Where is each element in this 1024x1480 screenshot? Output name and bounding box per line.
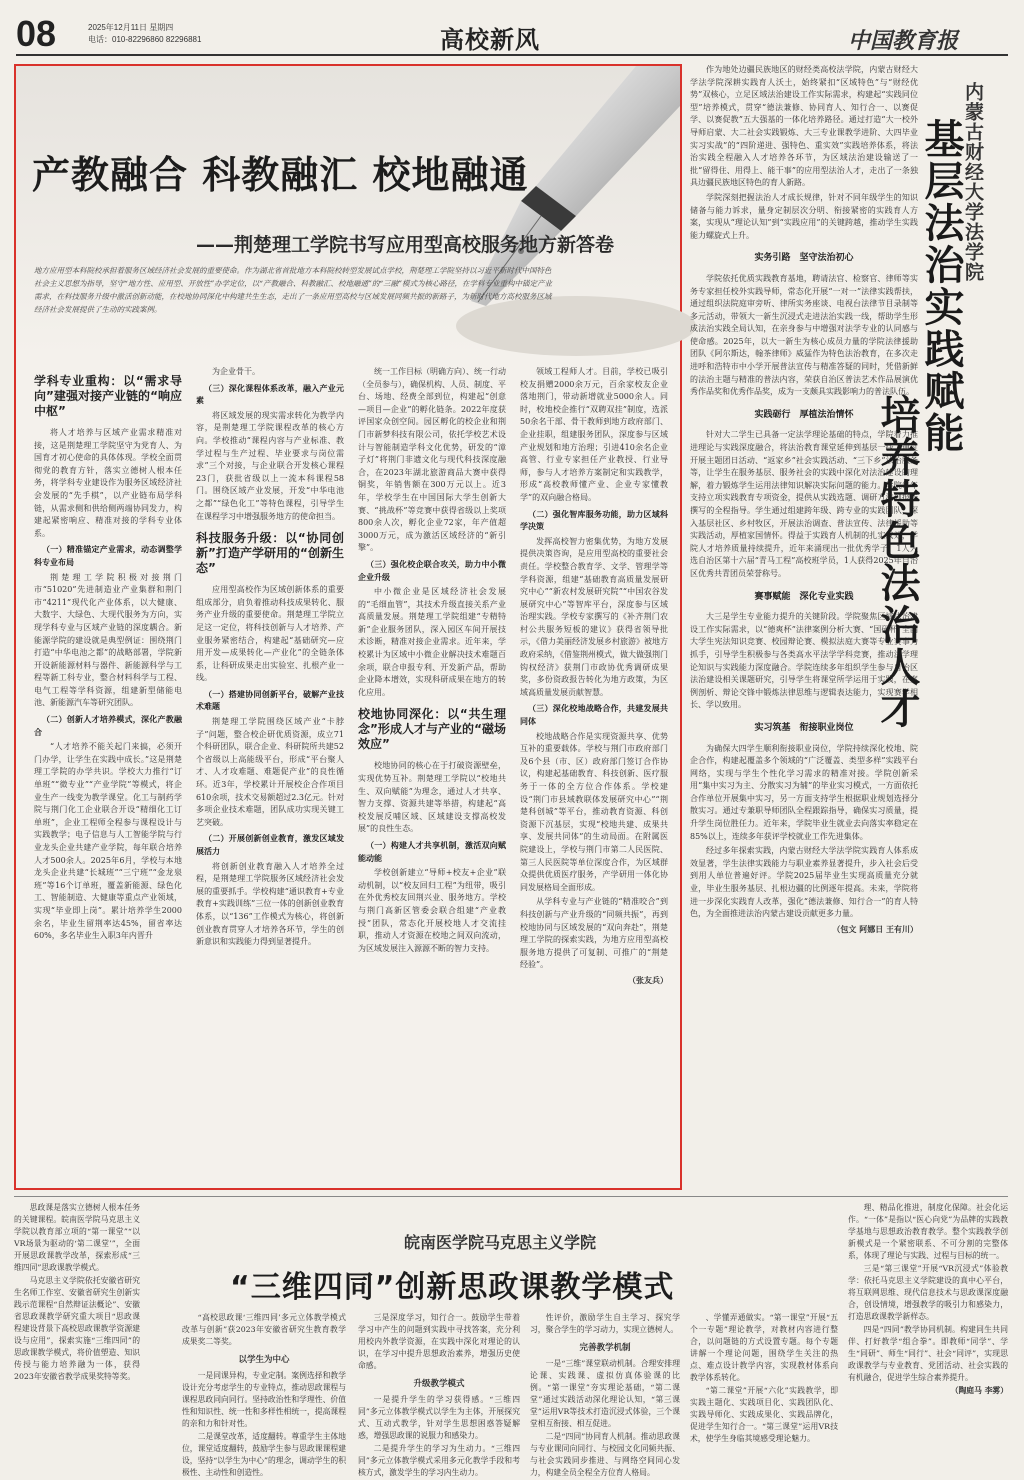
paragraph: 校地协同的核心在于打破资源壁垒，实现优势互补。荆楚理工学院以“校地共生、双向赋能”为理念，通过人才共享、智力支撑、资源共建等举措，构建起“高校发展反哺区域、区域建设支撑高校发展”的良性生态。: [358, 761, 506, 834]
bottom-column-d: [690, 1312, 838, 1472]
subheading: （一）精准锚定产业需求，动态调整学科专业布局: [34, 545, 182, 567]
paragraph: 二是提升学生的学习为生动力。“三维四同”多元立体教学模式采用多元化教学手段和考核方式，激发学生的学习内生动力。: [358, 1444, 520, 1477]
section-divider: [14, 1196, 1008, 1197]
subheading: 升级教学模式: [413, 1379, 465, 1389]
subheading: （三）深化校地战略合作，共建发展共同体: [520, 704, 668, 727]
subheading: （二）创新人才培养模式，深化产教融合: [34, 715, 182, 737]
feature-column-3: [358, 366, 506, 1178]
paragraph: “人才培养不能关起门来搞，必须开门办学，让学生在实践中成长。”这是荆楚理工学院的办学共识。学校大力推行“订单班”“微专业”“产业学院”等模式，将企业生产一线变为教学课堂。化工与制药学院与荆门化工企业联合开设“精细化工订单班”，企业工程师全程参与课程设计与实践教学；电子信息与人工智能学院与行业龙头企业共建产业学院，每年联合培养人才500余人。2025年6月，学校与本地龙头企业共建“长城班”“三宁班”“金龙泉班”等16个订单班，覆盖新能源、绿色化工、智能制造、大健康等重点产业领域，实现“毕业即上岗”。累计培养学生2000余名，毕业生留荆率达45%，留省率达60%，多名毕业生入职3年内晋升: [34, 742, 182, 941]
subheading: 实习筑基 衔接职业岗位: [754, 722, 854, 733]
paragraph: 为企业骨干。: [212, 367, 260, 376]
issue-info: [88, 22, 201, 46]
paragraph: 将创新创业教育融入人才培养全过程，是荆楚理工学院服务区域经济社会发展的重要抓手。学校构建“通识教育+专业教育+实践训练”三位一体的创新创业教育体系，以“136”工作模式为核心，将创新创业教育贯穿人才培养各环节，学生的创新意识和实践能力得到显著提升。: [196, 861, 344, 947]
page-header: [0, 0, 1024, 56]
page-number: 08: [16, 13, 57, 54]
paragraph: 中小微企业是区域经济社会发展的“毛细血管”，其技术升级直接关系产业高质量发展。荆楚理工学院组建“专精特新”企业服务团队，深入园区车间开展技术诊断，精准对接企业需求。近年来，学校累计为区域中小微企业解决技术难题百余项，联合申报专利、开发新产品，帮助企业降本增效，实现科研成果在地方的转化应用。: [358, 587, 506, 697]
paragraph: 二是课堂改革，适度翻转。尊重学生主体地位，课堂适度翻转，鼓励学生参与思政课课程建设，坚持“以学生为中心”的理念，调动学生的积极性、主动性和创造性。: [182, 1432, 346, 1477]
paragraph: 应用型高校作为区域创新体系的重要组成部分，肩负着推动科技成果转化、服务产业升级的重要使命。荆楚理工学院立足这一定位，将科技创新与人才培养、产业服务紧密结合，构建起“基础研究—应用开发—成果转化—产业化”的全链条体系，让科研成果走出实验室、扎根产业一线。: [196, 585, 344, 683]
paragraph: 一是同课异构，专业定制。案例选择和教学设计充分考虑学生的专业特点，推动思政课程与课程思政同向同行。坚持政治性和学理性、价值性和知识性、统一性和多样性相统一，提高课程的亲和力和针对性。: [182, 1371, 346, 1428]
feature-title: 产教融合 科教融汇 校地融通: [32, 153, 529, 197]
subheading: 以学生为中心: [238, 1355, 290, 1365]
right-article-title-2: [874, 394, 920, 814]
paragraph: 发挥高校智力密集优势，为地方发展提供决策咨询，是应用型高校的重要社会责任。学校整合教育学、文学、管理学等学科资源，组建“基础教育高质量发展研究中心”“新农村发展研究院”“中国农谷发展研究中心”等智库平台，深度参与区域治理实践。学校专家撰写的《补齐荆门农村公共服务短板的建议》获得省领导批示，《借力美丽经济发展乡村旅游》被地方政府采纳，《借鉴荆州模式，做大做强荆门钩权经济》获荆门市政协优秀调研成果奖，多份资政报告转化为地方政策，为区域高质量发展贡献智慧。: [520, 536, 668, 697]
paragraph: 大三是学生专业能力提升的关键阶段。学院聚焦区域法治建设工作实际需求，以“德爽杯”法律案例分析大赛、“国研杯”全国大学生宪法知识竞赛、校园辩论赛、模拟法庭大赛等专业赛事为抓手，引导学生积极参与各类高水平法学学科竞赛，推动法学理论知识与实践能力深度融合。学院连续多年组织学生参与自治区法治建设相关课题研究，引导学生将课堂所学运用于实践，在案例剖析、辩论交锋中锻炼法律思维与逻辑表达能力，实现赛学相长、学以致用。: [690, 612, 918, 710]
paragraph: 学院深刻把握法治人才成长规律，针对不同年级学生的知识储备与能力诉求，量身定制层次分明、衔接紧密的实践育人方案，实现从“理论认知”到“实践应用”的关键跨越，推动学生实践能力螺旋式上升。: [690, 192, 918, 240]
subheading: 完善教学机制: [579, 1343, 631, 1353]
subheading: （一）构建人才共享机制，激活双向赋能动能: [358, 841, 506, 863]
paragraph: 性评价，激励学生自主学习、探究学习，聚合学生的学习动力，实现立德树人。: [530, 1313, 680, 1334]
subheading: （三）深化课程体系改革，融入产业元素: [196, 383, 344, 406]
subheading: 校地协同深化：以“共生理念”形成人才与产业的“磁场效应”: [358, 707, 506, 752]
paragraph: “第二课堂”开展“六化”实践教学，即实践主题化、实践项目化、实践团队化、实践导师化、实践成果化、实践品牌化，促进学生知行合一。“第三课堂”运用VR技术，使学生身临其境感受理论魅力。: [690, 1386, 838, 1443]
byline: （张友兵）: [628, 974, 668, 985]
paragraph: 、学懂弄通做实。“第一课堂”开展“五个一专题”理论教学，对教材内容进行整合，以问题链的方式设置专题。每个专题讲解一个理论问题，围绕学生关注的热点、难点设计教学内容，实现教材体系向教学体系转化。: [690, 1313, 838, 1382]
feature-column-2: [196, 366, 344, 1178]
bottom-article-school: 皖南医学院马克思主义学院: [404, 1233, 597, 1252]
header-rule: [16, 54, 1008, 56]
paragraph: 将区域发展的现实需求转化为教学内容，是荆楚理工学院课程改革的核心方向。学校推动“课程内容与产业标准、教学过程与生产过程、毕业要求与岗位需求”三个对接，与企业联合开发核心课程23门，获批省级以上一流本科课程58门。围绕区域产业发展，开发“中华电池之都”“绿色化工”等特色课程，引导学生在课程学习中增强服务地方的使命担当。: [196, 410, 344, 521]
subheading: 实务引路 坚守法治初心: [754, 253, 854, 264]
feature-hero: [16, 66, 680, 356]
paragraph: 作为地处边疆民族地区的财经类高校法学院，内蒙古财经大学法学院深耕实践育人沃土，始终紧扣“区域特色”与“财经优势”双核心，立足区域法治建设工作实际需求，构建起“实践同位型”培养模式，贯穿“德法兼修、协同育人、知行合一、以赛促学、以赛促教”五大强基的一体化培养路径。通过打造“大一校外导师启蒙、大二社会实践锻炼、大三专业课教学进阶、大四毕业实习实战”的“四阶递进、强特色、重实效”实践培养体系，将法治实践全程融入人才培养各环节，为区域法治建设输送了一批“留得住、用得上、能干事”的应用型法治人才，走出了一条独具边疆民族地区特色的育人新路。: [690, 65, 918, 188]
paragraph: 荆楚理工学院围绕区域产业“卡脖子”问题，整合校企研优质资源，成立71个科研团队，联合企业、科研院所共建52个省级以上高能级平台，形成“平台聚人才、人才攻难题、难题促产业”的良性循环。近3年，学校累计开展校企合作项目610余项，技术交易额超过2.3亿元。针对多项企业技术难题，团队成功实现关键工艺突破。: [196, 717, 344, 827]
subheading: （一）搭建协同创新平台，破解产业技术难题: [196, 689, 344, 712]
feature-article: [14, 64, 682, 1190]
paragraph: 二是“四同”协同育人机制。推动思政课与专业课同向同行、与校园文化同频共振、与社会实践同步推进、与网络空间同心发力，构建全员全程全方位育人格局。: [530, 1432, 680, 1477]
feature-lede: 地方应用型本科院校承担着服务区域经济社会发展的重要使命。作为湖北省首批地方本科院校转型发展试点学校，荆楚理工学院坚持以习近平新时代中国特色社会主义思想为指导，坚守“地方性、应用型、开放性”办学定位，以“产教融合、科教融汇、校地融通”的“三融”模式为核心路径，在学科专业重构中锚定产业需求，在科技服务升级中激活创新动能，在校地协同深化中构建共生生态，走出了一条应用型高校与区域发展同频共振的新路子，为新时代地方高校服务区域经济社会发展提供了生动的实践案例。: [34, 266, 553, 314]
feature-body: [34, 366, 674, 1178]
subheading: 赛事赋能 深化专业实践: [754, 591, 854, 602]
bottom-column-c: [530, 1312, 680, 1477]
paragraph: 学校创新建立“导师+校友+企业”联动机制，以“校友回归工程”为纽带，吸引在外优秀校友回荆兴业、服务地方。学校与荆门高新区管委会联合组建“产业教授”团队，常态化开展校地人才交流挂职，推动人才资源在校地之间双向流动，为区域发展注入源源不断的智力支持。: [358, 868, 506, 953]
right-title-line-2: 培养特色法治人才: [874, 394, 920, 730]
paragraph: 四是“四同”教学协同机制。构建同生共同伴、打好教学“组合拳”。即教师“同学”、学生“同研”、师生“同行”、社会“同评”，实现思政课教学与专业教育、党团活动、社会实践的有机融合，促进学生综合素养提升。: [848, 1325, 1008, 1382]
issue-date: 2025年12月11日 星期四: [88, 23, 174, 32]
paragraph: 为确保大四学生顺利衔接职业岗位，学院持续深化校地、院企合作，构建起覆盖多个领域的“广泛覆盖、类型多样”实践平台网络，实现与学生个性化学习需求的精准对接。学院创新采用“集中实习为主、分散实习为辅”的毕业实习模式，一方面依托合作单位开展集中实习，另一方面支持学生根据职业规划选择分散实习。通过专兼职导师团队全程跟踪指导，确保实习质量，提升学生岗位胜任力。近年来，学院毕业生就业去向落实率稳定在85%以上，连续多年获评学校就业工作先进集体。: [690, 743, 918, 841]
subheading: 实践砺行 厚植法治情怀: [754, 409, 854, 420]
feature-subtitle: ——荆楚理工学院书写应用型高校服务地方新答卷: [196, 234, 615, 256]
bottom-column-b: [358, 1312, 520, 1477]
subheading: （三）强化校企联合攻关，助力中小微企业升级: [358, 559, 506, 582]
paragraph: 马克思主义学院依托安徽省研究生名师工作室、安徽省研究生创新实践示范课程“自然辩证法概论”、安徽省思政课教学研究重大项目“思政课程建设背景下高校思政课教学资源建设与应用”，探索实施“三维四同”的思政课教学模式，将价值塑造、知识传授与能力培养融为一体，获得2023年安徽省教学成果奖特等奖。: [14, 1276, 140, 1381]
byline: （陶庭马 李雾）: [950, 1386, 1008, 1395]
paragraph: 三是“第三课堂”开展“VR沉浸式”体验教学：依托马克思主义学院建设的真中心平台，将互联网思维、现代信息技术与思政课深度融合，创设情境，增强教学的吸引力和感染力，打造思政课教学新样态。: [848, 1264, 1008, 1321]
paragraph: 一是提升学生的学习获得感。“三维四同”多元立体教学模式以学生为主体，开展探究式、互动式教学，针对学生思想困惑答疑解惑，增强思政课的说服力和感染力。: [358, 1395, 520, 1440]
paragraph: 三是深度学习，知行合一。鼓励学生带着学习中产生的问题到实践中寻找答案，充分利用校内外教学资源，在实践中深化对理论的认识，在学习中提升思想政治素养，增强历史使命感。: [358, 1313, 520, 1370]
issue-phone: 电话：010-82296860 82296881: [88, 35, 202, 44]
paragraph: 针对大二学生已具备一定法学理论基础的特点，学院着力推进理论与实践深度融合，将法治教育课堂延伸到基层一线。通过开展主题团日活动、“返家乡”社会实践活动、“三下乡”法治服务等，让学生在服务基层、服务社会的实践中深化对法治建设的理解，着力锻炼学生运用法律知识解决实际问题的能力。学院每年支持立项实践教育专项资金，提供从实践选题、调研方法到报告撰写的全程指导。学生通过组建跨年级、跨专业的实践团队，深入基层社区、乡村牧区，开展法治调查、普法宣传、法律援助等实践活动，厚植家国情怀。得益于实践育人机制的扎实成效，学院人才培养质量持续提升，近年来涌现出一批优秀学子，1人入选自治区第十六届“青马工程”高校班学员，1人获得2025年自治区优秀共青团员荣誉称号。: [690, 430, 918, 578]
right-title-line-1: 基层法治实践赋能: [918, 118, 964, 454]
paragraph: 从学科专业与产业链的“精准咬合”到科技创新与产业升级的“同频共振”，再到校地协同与区域发展的“双向奔赴”，荆楚理工学院的探索实践，为地方应用型高校服务地方提供了可复制、可推广的“荆楚经验”。: [520, 897, 668, 970]
feature-column-4: [520, 366, 668, 1178]
paragraph: 将人才培养与区域产业需求精准对接，这是荆楚理工学院坚守为党育人、为国育才初心使命的具体体现。学校全面贯彻党的教育方针，落实立德树人根本任务，将学科专业建设作为服务区域经济社会发展的“先手棋”，以产业链布局学科链，从需求侧和供给侧两端协同发力，构建起紧密响应、精准对接的学科专业体系。: [34, 428, 182, 538]
newspaper-logo: 中国教育报: [848, 28, 959, 54]
bottom-article-title: “三维四同”创新思政课教学模式: [230, 1270, 675, 1305]
subheading: （二）开展创新创业教育，激发区域发展活力: [196, 834, 344, 856]
bottom-column-left: [14, 1202, 140, 1472]
bottom-column-right: [848, 1202, 1008, 1472]
subheading: （二）强化智库服务功能，助力区域科学决策: [520, 509, 668, 532]
paragraph: 统一工作目标（明确方向）、统一行动（全员参与），确保机构、人员、制度、平台、场地、经费全部到位，构建起“创意—项目—企业”的孵化链条。2022年度获评国家众创空间。园区孵化的校企业和荆门市新梦科技有限公司，依托学校艺术设计与智能制造学科文化优势，研发的“漳子灯”将荆门非遗文化与现代科技深度融合，在2023年湖北旅游商品大赛中获得铜奖，年销售额在300万元以上。近3年，学校学生在中国国际大学生创新大赛、“挑战杯”等竞赛中获得省级以上奖项800余人次，孵化企业72家，年产值超3000万元，成为激活区域经济的“新引擎”。: [358, 367, 506, 553]
paragraph: 荆楚理工学院积极对接荆门市“51020”先进制造业产业集群和荆门市“4211”现代化产业体系，以大健康、大数字、大绿色、大现代服务为方向，实现学科专业与区域产业链的深度耦合。新能源学院的建设就是典型例证：围绕荆门打造“中华电池之都”的战略部署，学院新开设新能源材料与器件、新能源科学与工程等新工科专业，整合材料科学与工程、电气工程等学科资源，组建新型储能电池、新能源汽车等研究团队。: [34, 572, 182, 708]
paragraph: 领域工程师人才。目前，学校已吸引校友捐赠2000余万元，百余家校友企业落地荆门，带动新增就业5000余人。同时，校地校企推行“双聘双挂”制度，选派50余名干部、骨干教师到地方政府部门、企业挂职，组建服务团队，深度参与区域产业规划和地方治理；引进410余名企业高管、行业专家担任产业教授、行业导师，参与人才培养方案制定和实践教学，形成“高校教师懂产业、企业专家懂教学”的双向融合格局。: [520, 367, 668, 502]
subheading: 科技服务升级：以“协同创新”打造产学研用的“创新生态”: [196, 531, 344, 576]
paragraph: 思政课是落实立德树人根本任务的关键课程。皖南医学院马克思主义学院以教育部立项的“第一课堂”“以VR场景为驱动的‘第二课堂’”，全面开展思政课教学改革，探索形成“三维四同”思政课教学模式。: [14, 1203, 140, 1272]
right-article-title: [918, 118, 964, 638]
byline: （包文 阿娜日 王有川）: [832, 923, 918, 934]
paragraph: 理、精品化推进，制度化保障。社会化运作。“一体”是指以“医心向党”为品牌的实践教学基地与思想政治教育教学。整个实践教学创新模式是一个紧密联系、不可分割的完整体系，体现了理论与实践、过程与目标的统一。: [848, 1203, 1008, 1260]
right-article: [690, 64, 1010, 1194]
bottom-column-a: [182, 1312, 346, 1477]
subheading: 学科专业重构：以“需求导向”建强对接产业链的“响应中枢”: [34, 374, 182, 418]
paragraph: 一是“三维”课堂联动机制。合理安排理论课、实践课、虚拟仿真体验课的比例。“第一课堂”夯实理论基础，“第二课堂”通过实践活动深化理论认知，“第三课堂”运用VR等技术打造沉浸式体验，三个课堂相互衔接、相互促进。: [530, 1359, 680, 1428]
paragraph: 校地战略合作是实现资源共享、优势互补的重要载体。学校与荆门市政府部门及6个县（市、区）政府部门签订合作协议，构建起基础教育、科技创新、医疗服务于一体的全方位合作体系。学校建设“荆门市县域教联体发展研究中心”“荆楚科创城”等平台，推动教育资源、科创资源下沉基层，实现“校地共建、成果共享、发展共同体”的生动局面。在附属医院建设上，学校与荆门市第二人民医院、第三人民医院等单位深度合作，为区域群众提供优质医疗服务，产学研用一体化协同发展格局全面形成。: [520, 731, 668, 892]
paragraph: 经过多年探索实践，内蒙古财经大学法学院实践育人体系成效显著，学生法律实践能力与职业素养显著提升，步入社会后受到用人单位普遍好评。学院2025届毕业生实现高质量充分就业，毕业生服务基层、扎根边疆的比例逐年提高。未来，学院将进一步深化实践育人改革，强化“德法兼修、知行合一”的育人特色，为全面推进法治内蒙古建设贡献更多力量。: [690, 846, 918, 919]
paragraph: 学院依托优质实践教育基地，聘请法官、检察官、律师等实务专家担任校外实践导师，常态化开展“一对一”法律实践帮扶，通过组织法院庭审旁听、律所实务座谈、电视台法律节目录制等多元活动，带领大一新生沉浸式走进法治实践一线，帮助学生形成法治实践全局认知，在亲身参与中增强对法学专业的认同感与使命感。2025年，以大一新生为核心成员力量的学院法律援助团队《阿尔斯达，翰茶律师》威猛作为特色法治教育，在多次走进呼和浩特市中小学开展普法宣传与精准答疑的同时，凭借新鲜的法治主题与精准的普法内容，荣获自治区普法艺术作品展演优秀作品奖和优秀作品奖，成为一支颇具实践影响力的普法队伍。: [690, 273, 918, 397]
paragraph: “高校思政课‘三维四同’多元立体教学模式改革与创新”获2023年安徽省研究生教育教学成果奖二等奖。: [182, 1313, 346, 1346]
bottom-article: [14, 1202, 1008, 1477]
feature-column-1: [34, 366, 182, 1178]
right-article-school: 内蒙古财经大学法学院: [962, 82, 984, 282]
section-title: 高校新风: [440, 25, 540, 54]
